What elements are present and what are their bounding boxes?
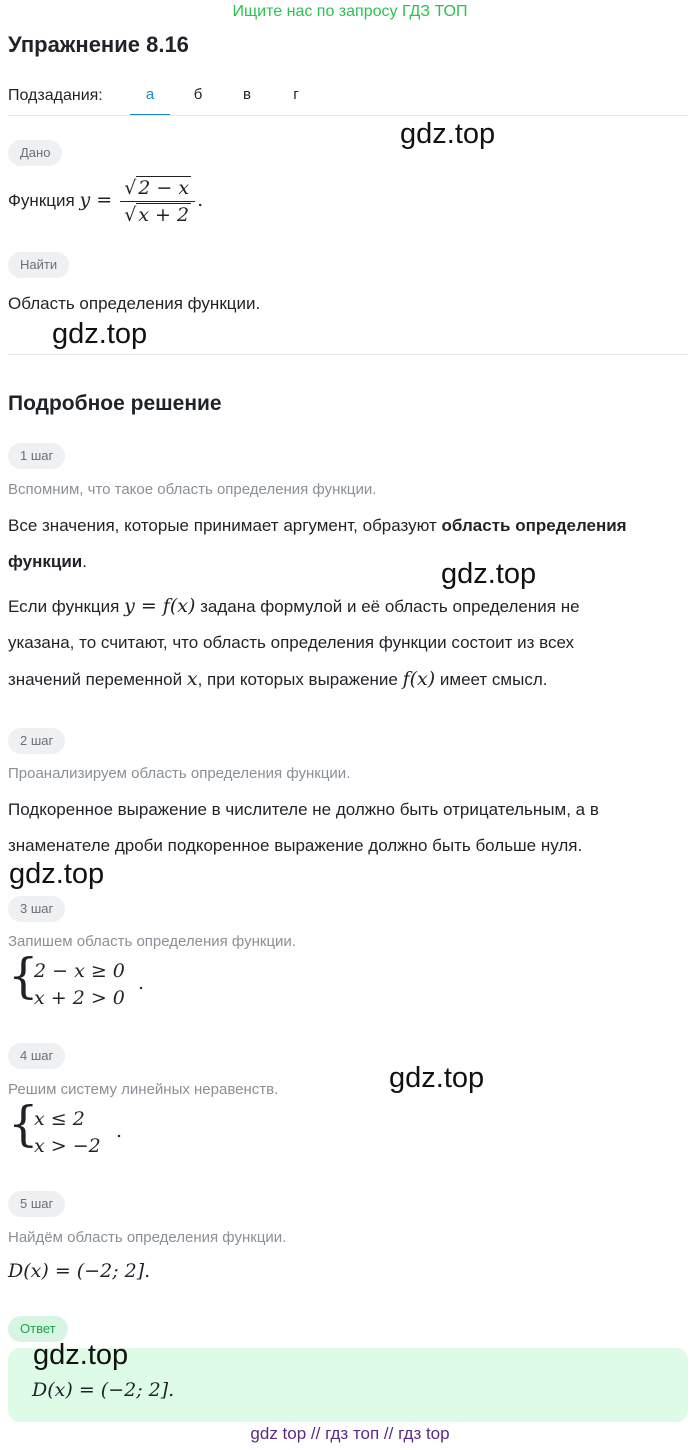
- step-2-line-2: знаменателе дроби подкоренное выражение должно быть больше нуля.: [8, 836, 583, 855]
- given-statement: [8, 172, 203, 229]
- step-1-hint: Вспомним, что такое область определения функции.: [8, 481, 377, 498]
- formula-eq: =: [96, 189, 113, 211]
- step-2-chip: 2 шаг: [8, 728, 65, 754]
- step-1-p2-d: значений переменной: [8, 670, 187, 689]
- step-1-p2-x: x: [186, 668, 198, 690]
- step-1-p2-f: имеет смысл.: [435, 670, 548, 689]
- step-3-chip: 3 шаг: [8, 896, 65, 922]
- watermark: gdz.top: [389, 1062, 485, 1094]
- step-1-p2-c: указана, то считают, что область определения функции состоит из всех: [8, 633, 575, 652]
- step-1-p2-a: Если функция: [8, 597, 125, 616]
- page-title: Упражнение 8.16: [8, 32, 189, 57]
- answer-value: D(x) = (−2; 2].: [32, 1379, 175, 1401]
- answer-chip: Ответ: [8, 1316, 68, 1342]
- given-prefix: Функция: [8, 191, 75, 210]
- system-brace: {: [8, 948, 39, 1004]
- given-chip: Дано: [8, 140, 62, 166]
- step-1-p2-b: задана формулой и её область определения не: [195, 597, 580, 616]
- step-4-hint: Решим систему линейных неравенств.: [8, 1081, 279, 1098]
- tab-b[interactable]: б: [193, 86, 203, 103]
- step-1-text-a: Все значения, которые принимает аргумент, образуют: [8, 516, 442, 535]
- watermark: gdz.top: [52, 318, 148, 350]
- step-2-line-1: Подкоренное выражение в числителе не должно быть отрицательным, а в: [8, 800, 599, 819]
- given-formula: [79, 176, 204, 226]
- step-3-hint: Запишем область определения функции.: [8, 933, 296, 950]
- tabs-divider: [8, 115, 688, 116]
- solution-heading: Подробное решение: [8, 392, 222, 415]
- step-5-chip: 5 шаг: [8, 1191, 65, 1217]
- find-text: Область определения функции.: [8, 294, 261, 313]
- tab-a[interactable]: а: [130, 80, 170, 116]
- formula-y: y: [79, 189, 91, 211]
- step-4-inequality-2: x > −2: [34, 1135, 101, 1157]
- step-5-result: D(x) = (−2; 2].: [8, 1260, 151, 1282]
- formula-end: .: [197, 189, 204, 211]
- subtasks-tabs: [8, 80, 688, 116]
- step-3-inequality-1: 2 − x ≥ 0: [34, 960, 125, 982]
- watermark: gdz.top: [441, 558, 537, 590]
- step-1-bold-b: функции: [8, 552, 83, 571]
- step-5-hint: Найдём область определения функции.: [8, 1229, 287, 1246]
- step-2-paragraph: [8, 792, 692, 864]
- watermark: gdz.top: [33, 1339, 129, 1371]
- step-1-p2-fx: f(x): [402, 668, 436, 690]
- tab-v[interactable]: в: [243, 86, 251, 103]
- step-4-inequality-1: x ≤ 2: [34, 1108, 85, 1130]
- watermark: gdz.top: [400, 118, 496, 150]
- search-banner: Ищите нас по запросу ГДЗ ТОП: [232, 3, 468, 20]
- step-1-bold-a: область определения: [441, 516, 627, 535]
- step-1-paragraph-2: [8, 588, 692, 698]
- step-1-text-b: .: [82, 552, 87, 571]
- step-2-hint: Проанализируем область определения функции.: [8, 765, 351, 782]
- formula-fraction: $\frac{√ 2 - x}{√ x + 2}$: [120, 175, 195, 228]
- denominator-radicand: x + 2: [138, 203, 190, 226]
- step-4-end: .: [116, 1120, 123, 1142]
- step-1-paragraph-1: [8, 508, 692, 580]
- footer-links[interactable]: gdz top // гдз топ // гдз top: [250, 1424, 450, 1443]
- subtasks-label: Подзадания:: [8, 87, 103, 104]
- numerator-radicand: 2 − x: [138, 176, 190, 199]
- step-4-chip: 4 шаг: [8, 1043, 65, 1069]
- step-3-inequality-2: x + 2 > 0: [34, 987, 125, 1009]
- system-brace: {: [8, 1096, 39, 1152]
- step-3-end: .: [138, 972, 145, 994]
- watermark: gdz.top: [9, 858, 105, 890]
- step-1-p2-math: y = f(x): [124, 595, 196, 617]
- step-1-p2-e: , при которых выражение: [197, 670, 403, 689]
- step-4-system: [8, 1096, 168, 1162]
- step-3-system: [8, 948, 168, 1014]
- step-1-chip: 1 шаг: [8, 443, 65, 469]
- find-chip: Найти: [8, 252, 69, 278]
- tab-g[interactable]: г: [293, 86, 299, 103]
- section-divider: [8, 354, 688, 355]
